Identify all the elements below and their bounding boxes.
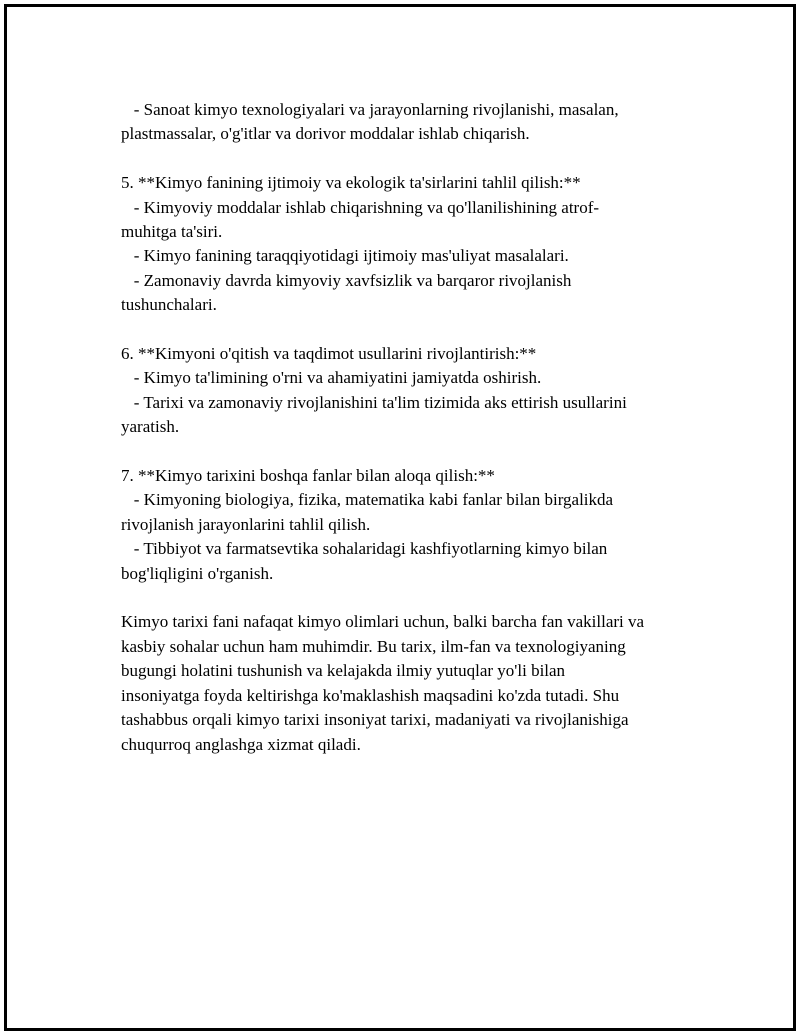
paragraph-gap <box>121 318 711 342</box>
text-line: plastmassalar, o'g'itlar va dorivor moddalar ishlab chiqarish. <box>121 124 530 144</box>
text-line: - Kimyoning biologiya, fizika, matematika kabi fanlar bilan birgalikda <box>121 490 614 510</box>
paragraph-gap <box>121 440 711 464</box>
section-heading: 6. **Kimyoni o'qitish va taqdimot usullarini rivojlantirish:** <box>121 344 537 364</box>
text-line: chuqurroq anglashga xizmat qiladi. <box>121 734 361 754</box>
text-line: kasbiy sohalar uchun ham muhimdir. Bu tarix, ilm-fan va texnologiyaning <box>121 636 626 656</box>
text-line: tushunchalari. <box>121 295 217 315</box>
text-line: bugungi holatini tushunish va kelajakda ilmiy yutuqlar yo'li bilan <box>121 661 566 681</box>
section-6-teaching-methods <box>121 342 711 440</box>
page-frame <box>4 4 796 1031</box>
text-line: Kimyo tarixi fani nafaqat kimyo olimlari uchun, balki barcha fan vakillari va <box>121 612 645 632</box>
section-7-interdisciplinary <box>121 464 711 586</box>
text-line: - Kimyo ta'limining o'rni va ahamiyatini jamiyatda oshirish. <box>121 368 542 388</box>
document-body <box>121 98 711 757</box>
paragraph-gap <box>121 147 711 171</box>
text-line: bog'liqligini o'rganish. <box>121 563 274 583</box>
text-line: - Zamonaviy davrda kimyoviy xavfsizlik va barqaror rivojlanish <box>121 270 572 290</box>
section-heading: 5. **Kimyo fanining ijtimoiy va ekologik ta'sirlarini tahlil qilish:** <box>121 173 581 193</box>
text-line: yaratish. <box>121 417 180 437</box>
text-line: muhitga ta'siri. <box>121 222 223 242</box>
paragraph-industrial-chemistry <box>121 98 711 147</box>
text-line: - Tarixi va zamonaviy rivojlanishini ta'lim tizimida aks ettirish usullarini <box>121 392 627 412</box>
section-heading: 7. **Kimyo tarixini boshqa fanlar bilan aloqa qilish:** <box>121 466 495 486</box>
paragraph-conclusion <box>121 610 711 756</box>
text-line: insoniyatga foyda keltirishga ko'maklashish maqsadini ko'zda tutadi. Shu <box>121 685 620 705</box>
text-line: - Tibbiyot va farmatsevtika sohalaridagi kashfiyotlarning kimyo bilan <box>121 539 608 559</box>
text-line: - Kimyoviy moddalar ishlab chiqarishning va qo'llanilishining atrof- <box>121 197 600 217</box>
paragraph-gap <box>121 586 711 610</box>
text-line: tashabbus orqali kimyo tarixi insoniyat tarixi, madaniyati va rivojlanishiga <box>121 710 629 730</box>
section-5-social-ecological <box>121 171 711 317</box>
text-line: - Sanoat kimyo texnologiyalari va jarayonlarning rivojlanishi, masalan, <box>121 100 619 119</box>
text-line: rivojlanish jarayonlarini tahlil qilish. <box>121 514 371 534</box>
text-line: - Kimyo fanining taraqqiyotidagi ijtimoiy mas'uliyat masalalari. <box>121 246 569 266</box>
